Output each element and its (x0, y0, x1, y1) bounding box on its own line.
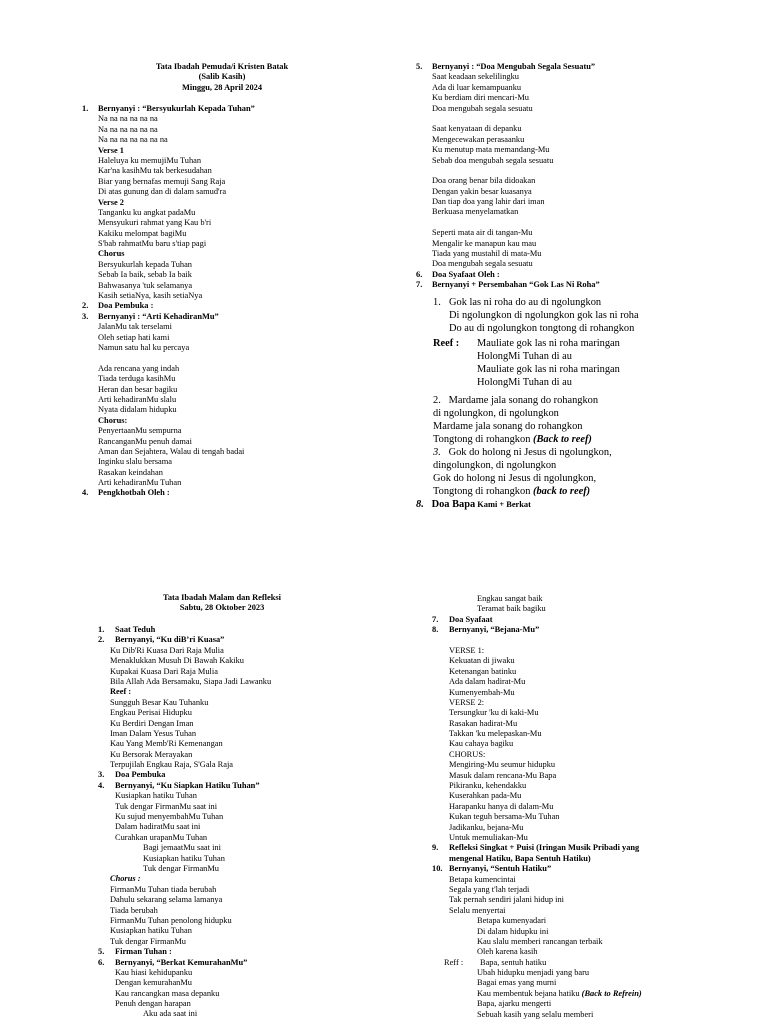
chorus-label: CHORUS: (449, 749, 486, 759)
item-number: 6. (98, 957, 105, 967)
item-heading: Bernyanyi, “Ku Siapkan Hatiku Tuhan” (115, 780, 260, 790)
lyric-line: Ada rencana yang indah (98, 363, 180, 373)
verse-number: 1. (433, 297, 441, 308)
lyric-line: Betapa kumencintai (449, 874, 516, 884)
top-right-column (416, 62, 600, 291)
lyric-line: HolongMi Tuhan di au (477, 377, 572, 388)
item-number: 3. (82, 311, 89, 321)
lyric-line: Takkan 'ku melepaskan-Mu (449, 729, 542, 739)
lyric-line: Di ngolungkon di ngolungkon gok las ni roha (449, 310, 639, 321)
verse-number: 3. (433, 447, 441, 458)
verse-label: VERSE 1: (449, 645, 485, 655)
lyric-line: JalanMu tak terselami (98, 322, 172, 332)
bottom-right-column (432, 594, 642, 1020)
bottom-title-line1: Tata Ibadah Malam dan Refleksi (163, 593, 281, 602)
lyric-line: Di dalam hidupku ini (477, 926, 549, 936)
lyric-line: Mensyukuri rahmat yang Kau b'ri (98, 218, 212, 228)
lyric-line: Ada dalam hadirat-Mu (449, 677, 526, 687)
lyric-line: Kusiapkan hatiku Tuhan (110, 926, 192, 936)
lyric-line: Engkau Perisai Hidupku (110, 708, 192, 718)
lyric-line: PenyertaanMu sempurna (98, 426, 182, 436)
lyric-line: Doa mengubah segala sesuatu (432, 259, 533, 269)
lyric-line: Do au di ngolungkon tongtong di rohangkon (449, 323, 635, 334)
item-heading-tail: Kami + Berkat (475, 500, 531, 509)
chorus-label: Chorus (98, 249, 125, 259)
item-number: 7. (432, 614, 439, 624)
lyric-line: Tersungkur 'ku di kaki-Mu (449, 708, 539, 718)
lyric-line: Saat keadaan sekelilingku (432, 72, 519, 82)
lyric-line: Kau membentuk bejana hatiku (477, 988, 582, 998)
lyric-line: Mengiring-Mu seumur hidupku (449, 760, 556, 770)
lyric-line: Arti kehadiranMu Tuhan (98, 478, 182, 488)
lyric-line: Bapa, sentuh hatiku (480, 957, 547, 967)
lyric-line: Kau cahaya bagiku (449, 739, 514, 749)
lyric-line: Aku ada saat ini (143, 1009, 198, 1019)
lyric-line: Selalu menyertai (449, 905, 506, 915)
lyric-line: Inginku slalu bersama (98, 457, 172, 467)
lyric-line: Mauliate gok las ni roha maringan (477, 338, 620, 349)
lyric-line: Menaklukkan Musuh Di Bawah Kakiku (110, 656, 244, 666)
bottom-left-column (98, 625, 271, 1020)
lyric-line: Curahkan urapanMu Tuhan (115, 832, 208, 842)
lyric-line: Tanganku ku angkat padaMu (98, 207, 196, 217)
lyric-line: Dan tiap doa yang lahir dari iman (432, 197, 545, 207)
lyric-line: Tiada terduga kasihMu (98, 374, 176, 384)
lyric-line: Oleh setiap hati kami (98, 332, 170, 342)
lyric-line: Rasakan keindahan (98, 467, 163, 477)
back-to-reef-note: (Back to reef) (533, 434, 592, 445)
reff-label: Reff : (444, 957, 464, 967)
verse-label: Verse 2 (98, 197, 124, 207)
chorus-label: Chorus: (98, 415, 128, 425)
lyric-line: FirmanMu Tuhan penolong hidupku (110, 915, 232, 925)
lyric-line: Bersyukurlah kepada Tuhan (98, 259, 192, 269)
item-heading: Bernyanyi, “Ku diB’ri Kuasa” (115, 635, 225, 645)
lyric-line: dingolungkon, di ngolungkon (433, 460, 557, 471)
lyric-line: Iman Dalam Yesus Tuhan (110, 728, 197, 738)
lyric-line: Kar'na kasihMu tak berkesudahan (98, 166, 212, 176)
verse-label: VERSE 2: (449, 697, 485, 707)
lyric-line: Ku sujud menyembahMu Tuhan (115, 812, 224, 822)
lyric-line: Heran dan besar bagiku (98, 384, 178, 394)
lyric-line: Bagi jemaatMu saat ini (143, 843, 221, 853)
verse-number: 2. (433, 395, 441, 406)
lyric-line: Kumenyembah-Mu (449, 687, 515, 697)
lyric-line: Kukan teguh bersama-Mu Tuhan (449, 812, 560, 822)
lyric-line: Mauliate gok las ni roha maringan (477, 364, 620, 375)
lyric-line: RancanganMu penuh damai (98, 436, 192, 446)
item-heading: Bernyanyi : “Doa Mengubah Segala Sesuatu” (432, 62, 596, 71)
item-heading: Doa Pembuka : (98, 301, 154, 311)
lyric-line: Mengalir ke manapun kau mau (432, 238, 537, 248)
lyric-line: Bagai emas yang murni (477, 978, 557, 988)
item-number: 4. (98, 780, 105, 790)
lyric-line: Kupakai Kuasa Dari Raja Mulia (110, 666, 218, 676)
lyric-line: Gok do holong ni Jesus di ngolungkon, (433, 473, 597, 484)
item-heading: Bernyanyi : “Arti KehadiranMu” (98, 311, 219, 321)
lyric-line: Jadikanku, bejana-Mu (449, 822, 524, 832)
item-number: 5. (98, 947, 105, 957)
item-heading: Doa Syafaat Oleh : (432, 269, 500, 279)
lyric-line: Dalam hadiratMu saat ini (115, 822, 201, 832)
lyric-line: Sebab Ia baik, sebab Ia baik (98, 270, 192, 280)
item-heading: Bernyanyi, “Berkat KemurahanMu” (115, 957, 248, 967)
lyric-line: Harapanku hanya di dalam-Mu (449, 801, 554, 811)
lyric-line: Na na na na na na (98, 124, 158, 134)
lyric-line: Ketenangan batinku (449, 666, 517, 676)
item-number: 7. (416, 280, 423, 290)
lyric-line: Ku menutup mata memandang-Mu (432, 145, 550, 155)
lyric-line: Kau slalu memberi rancangan terbaik (477, 936, 603, 946)
chorus-label: Chorus : (110, 874, 141, 884)
lyric-line: Oleh karena kasih (477, 947, 538, 957)
bottom-title (100, 593, 344, 614)
item-heading: Bernyanyi : “Bersyukurlah Kepada Tuhan” (98, 104, 255, 113)
lyric-line: Ubah hidupku menjadi yang baru (477, 968, 590, 978)
verse-label: Verse 1 (98, 145, 124, 155)
item-number: 8. (432, 625, 439, 635)
item-heading: Saat Teduh (115, 625, 156, 634)
lyric-line: Dengan yakin besar kuasanya (432, 186, 532, 196)
lyric-line: Mardame jala sonang do rohangkon (448, 395, 599, 406)
lyric-line: Kasih setiaNya, kasih setiaNya (98, 291, 203, 301)
lyric-line: Haleluya ku memujiMu Tuhan (98, 155, 202, 165)
item-heading-cont: mengenal Hatiku, Bapa Sentuh Hatiku) (449, 853, 591, 863)
item-heading: Bernyanyi, “Bejana-Mu” (449, 625, 540, 635)
lyric-line: Terpujilah Engkau Raja, S'Gala Raja (110, 760, 234, 770)
lyric-line: Nyata didalam hidupku (98, 405, 177, 415)
lyric-line: FirmanMu Tuhan tiada berubah (110, 884, 217, 894)
lyric-line: Dengan kemurahanMu (115, 978, 192, 988)
lyric-line: Na na na na na na na (98, 135, 168, 145)
lyric-line: Kau rancangkan masa depanku (115, 988, 220, 998)
lyric-line: Kakiku melompat bagiMu (98, 228, 187, 238)
lyric-line: Bila Allah Ada Bersamaku, Siapa Jadi Lawanku (110, 676, 272, 686)
lyric-line: Rasakan hadirat-Mu (449, 718, 518, 728)
lyric-line: Gok las ni roha do au di ngolungkon (449, 297, 602, 308)
reef-label: Reef : (433, 338, 460, 349)
lyric-line: Ku berdiam diri mencari-Mu (432, 93, 529, 103)
item-number: 9. (432, 843, 439, 853)
lyric-line: Tak pernah sendiri jalani hidup ini (449, 895, 565, 905)
lyric-line: Bapa, ajarku mengerti (477, 999, 552, 1009)
item-number: 4. (82, 488, 89, 498)
item-number: 1. (98, 625, 105, 634)
lyric-line: Kau hiasi kehidupanku (115, 967, 193, 977)
lyric-line: Betapa kumenyadari (477, 916, 547, 926)
back-to-reef-note: (back to reef) (533, 486, 591, 497)
top-title-line1: Tata Ibadah Pemuda/i Kristen Batak (155, 62, 289, 71)
item-heading: Doa Bapa (431, 499, 476, 510)
lyric-line: Doa orang benar bila didoakan (432, 176, 536, 186)
lyric-line: Ada di luar kemampuanku (432, 82, 522, 92)
lyric-line: Tuk dengar FirmanMu (143, 863, 219, 873)
lyric-line: HolongMi Tuhan di au (477, 351, 572, 362)
lyric-line: Dahulu sekarang selama lamanya (110, 895, 223, 905)
lyric-line: Mengecewakan perasaanku (432, 134, 525, 144)
lyric-line: Kekuatan di jiwaku (449, 656, 515, 666)
lyric-line: Sebuah kasih yang selalu memberi (477, 1009, 594, 1019)
lyric-line: S'bab rahmatMu baru s'tiap pagi (98, 239, 207, 249)
lyric-line: Saat kenyataan di depanku (432, 124, 522, 134)
item-heading: Doa Syafaat (449, 614, 493, 624)
lyric-line: Segala yang t'lah terjadi (449, 884, 530, 894)
lyric-line: Aman dan Sejahtera, Walau di tengah badai (98, 446, 245, 456)
lyric-line: Kuserahkan pada-Mu (449, 791, 522, 801)
lyric-line: Gok do holong ni Jesus di ngolungkon, (448, 447, 612, 458)
item-number: 3. (98, 770, 105, 780)
lyric-line: Teramat baik bagiku (477, 604, 546, 614)
lyric-line: Sungguh Besar Kau Tuhanku (110, 697, 209, 707)
top-left-column (82, 104, 255, 499)
lyric-line: Mardame jala sonang do rohangkon (433, 421, 583, 432)
item-number: 2. (98, 635, 105, 645)
lyric-line: Di atas gunung dan di dalam samud'ra (98, 187, 227, 197)
lyric-line: Engkau sangat baik (477, 594, 543, 603)
lyric-line: Kusiapkan hatiku Tuhan (143, 853, 225, 863)
lyric-line: Ku Bersorak Merayakan (110, 749, 193, 759)
lyric-line: Tuk dengar FirmanMu (110, 936, 186, 946)
top-title (100, 62, 344, 93)
lyric-line: Tiada berubah (110, 905, 158, 915)
bottom-title-line2: Sabtu, 28 Oktober 2023 (179, 603, 265, 613)
lyric-line: Kusiapkan hatiku Tuhan (115, 791, 197, 801)
lyric-line: Tongtong di rohangkon (433, 434, 533, 445)
lyric-line: Tongtong di rohangkon (433, 486, 533, 497)
lyric-line: Untuk memuliakan-Mu (449, 832, 528, 842)
item-number: 5. (416, 62, 423, 71)
lyric-line: Kau Yang Memb'Ri Kemenangan (110, 739, 223, 749)
item-number: 1. (82, 104, 89, 113)
item-number: 6. (416, 269, 423, 279)
lyric-line: Ku Dib'Ri Kuasa Dari Raja Mulia (110, 645, 224, 655)
lyric-line: Biar yang bernafas memuji Sang Raja (98, 176, 226, 186)
gok-las-ni-roha-block (416, 296, 639, 511)
lyric-line: Ku Berdiri Dengan Iman (110, 718, 194, 728)
lyric-line: Tuk dengar FirmanMu saat ini (115, 801, 218, 811)
item-heading: Refleksi Singkat + Puisi (Iringan Musik Pribadi yang (449, 843, 640, 853)
item-number: 10. (432, 864, 443, 874)
lyric-line: Namun satu hal ku percaya (98, 342, 190, 352)
lyric-line: Doa mengubah segala sesuatu (432, 103, 533, 113)
lyric-line: Seperti mata air di tangan-Mu (432, 228, 533, 238)
lyric-line: Na na na na na na (98, 114, 158, 124)
item-heading: Bernyanyi, “Sentuh Hatiku” (449, 864, 552, 874)
item-number: 2. (82, 301, 89, 311)
item-heading: Pengkhotbah Oleh : (98, 488, 170, 498)
lyric-line: Berkuasa menyelamatkan (432, 207, 519, 217)
item-number: 8. (416, 499, 424, 510)
lyric-line: Arti kehadiranMu slalu (98, 394, 177, 404)
lyric-line: Pikiranku, kehendakku (449, 781, 527, 791)
lyric-line: Sebab doa mengubah segala sesuatu (432, 155, 554, 165)
back-to-refrein-note: (Back to Refrein) (581, 988, 642, 998)
lyric-line: Penuh dengan harapan (115, 999, 191, 1009)
top-title-line2: (Salib Kasih) (198, 72, 246, 82)
item-heading: Bernyanyi + Persembahan “Gok Las Ni Roha” (432, 280, 600, 290)
lyric-line: di ngolungkon, di ngolungkon (433, 408, 559, 419)
item-heading: Doa Pembuka (115, 770, 166, 780)
reef-label: Reef : (110, 687, 132, 697)
lyric-line: Bahwasanya 'tuk selamanya (98, 280, 193, 290)
top-title-line3: Minggu, 28 April 2024 (181, 82, 263, 92)
lyric-line: Masuk dalam rencana-Mu Bapa (449, 770, 557, 780)
lyric-line: Tiada yang mustahil di mata-Mu (432, 249, 542, 259)
item-heading: Firman Tuhan : (115, 947, 172, 957)
